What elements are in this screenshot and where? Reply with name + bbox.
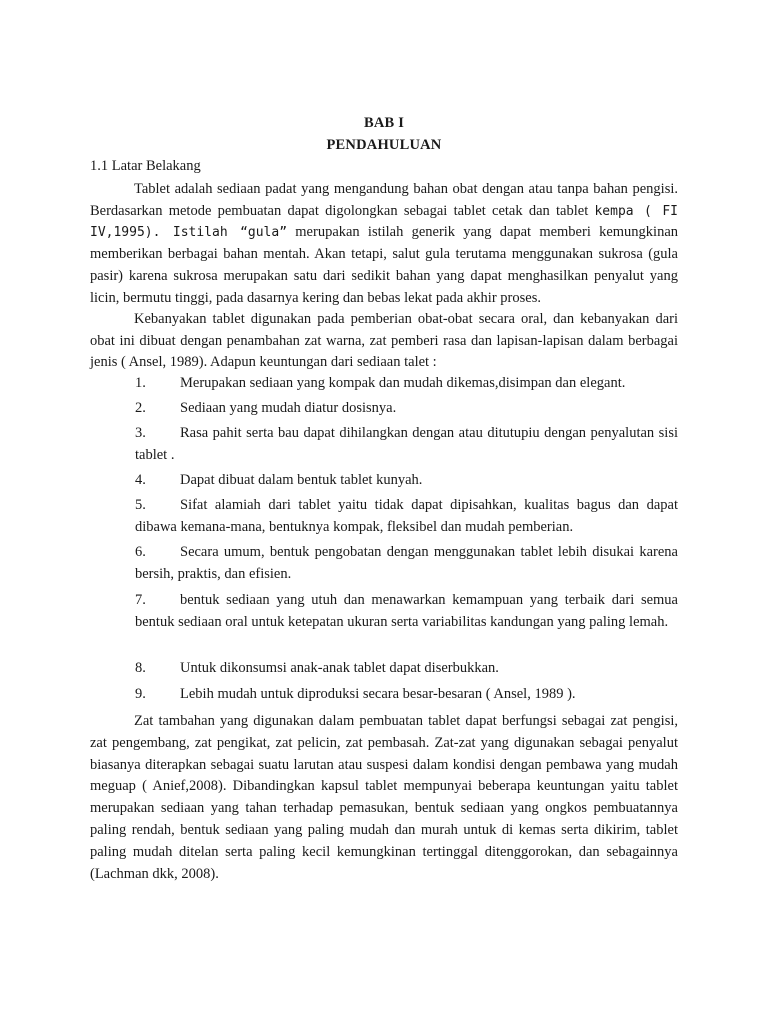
list-item xyxy=(135,422,678,466)
list-item-number: 3. xyxy=(135,425,146,441)
paragraph-1-mono-fragment: kempa ( FI IV,1995). Istilah “gula” xyxy=(90,203,678,241)
list-item-text: Dapat dibuat dalam bentuk tablet kunyah. xyxy=(180,472,423,488)
list-item-number: 2. xyxy=(135,400,146,416)
list-item-number: 1. xyxy=(135,375,146,391)
list-item xyxy=(135,541,678,585)
list-item xyxy=(135,589,678,633)
list-item-number: 7. xyxy=(135,592,146,608)
paragraph-3: Zat tambahan yang digunakan dalam pembuatan tablet dapat berfungsi sebagai zat pengisi, zat pengembang, zat pengikat, zat pelicin, zat pembasah. Zat-zat yang digunakan sebagai penyalut biasanya diterapkan sebagai suatu larutan atau suspesi dalam kondisi dengan pembawa yang mudah meguap ( Anief,2008). Dibandingkan kapsul tablet mempunyai beberapa keuntungan yaitu tablet merupakan sediaan yang tahan terhadap pemasukan, bentuk sediaan yang ongkos pembuatannya paling rendah, bentuk sediaan yang paling mudah dan murah untuk di kemas serta dikirim, tablet paling mudah ditelan serta paling kecil kemungkinan tertinggal ditenggorokan, dan sebagainnya (Lachman dkk, 2008). xyxy=(90,713,678,882)
list-item-text: Untuk dikonsumsi anak-anak tablet dapat diserbukkan. xyxy=(180,660,499,676)
chapter-number: BAB I xyxy=(363,115,405,131)
list-item xyxy=(135,397,678,419)
paragraph-1-part-2: merupakan istilah generik yang dapat memberi kemungkinan memberikan berbagai bahan mentah. Akan tetapi, salut gula terutama menggunakan sukrosa (gula pasir) karena sukrosa merupakan satu dari sedikit bahan yang dapat menghasilkan penyalut yang licin, bermutu tinggi, pada dasarnya kering dan bebas lekat pada akhir proses. xyxy=(90,224,679,306)
list-item-number: 5. xyxy=(135,497,146,513)
list-item-text: Merupakan sediaan yang kompak dan mudah dikemas,disimpan dan elegant. xyxy=(180,375,626,391)
list-item-number: 9. xyxy=(135,686,146,702)
list-item-text: Lebih mudah untuk diproduksi secara besar-besaran ( Ansel, 1989 ). xyxy=(180,686,576,702)
list-item-text: bentuk sediaan yang utuh dan menawarkan kemampuan yang terbaik dari semua bentuk sediaan oral untuk ketepatan ukuran serta variabilitas kandungan yang paling lemah. xyxy=(135,592,678,630)
paragraph-2: Kebanyakan tablet digunakan pada pemberian obat-obat secara oral, dan kebanyakan dari obat ini dibuat dengan penambahan zat warna, zat pemberi rasa dan lapisan-lapisan dalam berbagai jenis ( Ansel, 1989). Adapun keuntungan dari sediaan talet : xyxy=(90,311,678,371)
list-item-number: 6. xyxy=(135,544,146,560)
list-item-number: 4. xyxy=(135,472,146,488)
section-title: 1.1 Latar Belakang xyxy=(90,158,201,174)
paragraph-1-part-1: Tablet adalah sediaan padat yang mengandung bahan obat dengan atau tanpa bahan pengisi. Berdasarkan metode pembuatan dapat digolongkan sebagai tablet cetak dan tablet xyxy=(90,181,678,219)
list-item xyxy=(135,657,678,679)
list-item-text: Rasa pahit serta bau dapat dihilangkan dengan atau ditutupiu dengan penyalutan sisi tablet . xyxy=(135,425,678,463)
list-item xyxy=(135,683,678,705)
list-item-text: Sifat alamiah dari tablet yaitu tidak dapat dipisahkan, kualitas bagus dan dapat dibawa kemana-mana, bentuknya kompak, fleksibel dan mudah pemberian. xyxy=(135,497,678,535)
list-item-text: Secara umum, bentuk pengobatan dengan menggunakan tablet lebih disukai karena bersih, praktis, dan efisien. xyxy=(135,544,678,582)
list-item xyxy=(135,494,678,538)
list-item xyxy=(135,469,678,491)
list-item-text: Sediaan yang mudah diatur dosisnya. xyxy=(180,400,397,416)
list-item xyxy=(135,372,678,394)
chapter-title: PENDAHULUAN xyxy=(326,137,442,153)
list-item-number: 8. xyxy=(135,660,146,676)
paragraph-1 xyxy=(90,179,678,309)
